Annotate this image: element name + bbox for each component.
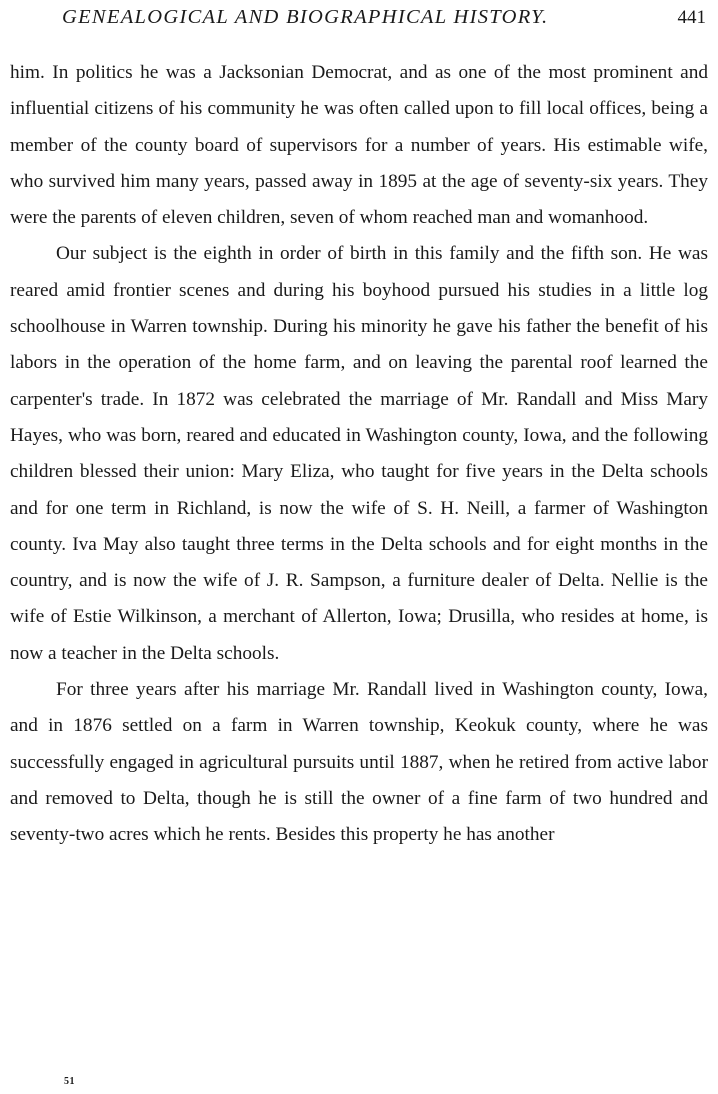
running-title: GENEALOGICAL AND BIOGRAPHICAL HISTORY. xyxy=(62,6,549,28)
body-text xyxy=(10,55,708,854)
page-number: 441 xyxy=(677,7,706,28)
signature-mark: 51 xyxy=(64,1076,75,1087)
paragraph-farming-career: For three years after his marriage Mr. Randall lived in Washington county, Iowa, and in 1876 settled on a farm in Warren township, Keokuk county, where he was successfully engaged in agricultural pursuits until 1887, when he retired from active labor and removed to Delta, though he is still the owner of a fine farm of two hundred and seventy-two acres which he rents. Besides this property he has another xyxy=(10,679,708,846)
page-header xyxy=(0,6,718,36)
paragraph-subject-family: Our subject is the eighth in order of birth in this family and the fifth son. He was reared amid frontier scenes and during his boyhood pursued his studies in a little log schoolhouse in Warren township. During his minority he gave his father the benefit of his labors in the operation of the home farm, and on leaving the parental roof learned the carpenter's trade. In 1872 was celebrated the marriage of Mr. Randall and Miss Mary Hayes, who was born, reared and educated in Washington county, Iowa, and the following children blessed their union: Mary Eliza, who taught for five years in the Delta schools and for one term in Richland, is now the wife of S. H. Neill, a farmer of Washington county. Iva May also taught three terms in the Delta schools and for eight months in the country, and is now the wife of J. R. Sampson, a furniture dealer of Delta. Nellie is the wife of Estie Wilkinson, a merchant of Allerton, Iowa; Drusilla, who resides at home, is now a teacher in the Delta schools. xyxy=(10,243,708,664)
paragraph-continuation: him. In politics he was a Jacksonian Democrat, and as one of the most prominent and influential citizens of his community he was often called upon to fill local offices, being a member of the county board of supervisors for a number of years. His estimable wife, who survived him many years, passed away in 1895 at the age of seventy-six years. They were the parents of eleven children, seven of whom reached man and womanhood. xyxy=(10,62,708,229)
